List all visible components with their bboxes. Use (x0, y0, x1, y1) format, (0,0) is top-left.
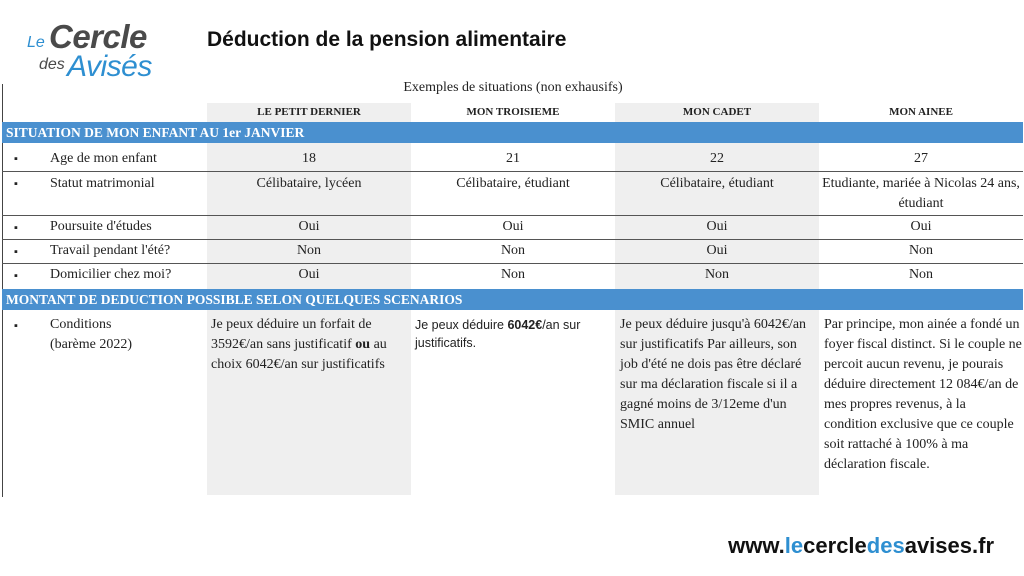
table-cell: Oui (298, 267, 320, 282)
table-cell: Non (296, 243, 322, 258)
table-cell: Oui (298, 219, 320, 234)
column-header: LE PETIT DERNIER (257, 106, 361, 118)
table-cell: Non (908, 243, 934, 258)
conditions-emphasis: ou (355, 337, 371, 352)
row-divider (2, 215, 1023, 216)
section-header: SITUATION DE MON ENFANT AU 1er JANVIER (2, 122, 1023, 143)
table-cell: 18 (302, 151, 316, 166)
logo-des: des (39, 56, 65, 73)
table-cell: Non (500, 243, 526, 258)
row-bullet: ▪ (14, 153, 18, 165)
url-cercle: cercle (803, 533, 867, 558)
row-label-age: Age de mon enfant (50, 151, 157, 166)
logo-avises: Avisés (67, 50, 152, 83)
table-cell: Oui (910, 219, 932, 234)
row-bullet: ▪ (14, 246, 18, 258)
url-avises: avises (904, 533, 972, 558)
conditions-text: au choix 6042€/an sur justificatifs (211, 337, 387, 372)
table-cell: Oui (706, 219, 728, 234)
row-divider (2, 263, 1023, 264)
column-header: MON TROISIEME (466, 106, 560, 118)
url-le: le (784, 533, 804, 558)
table-subtitle: Exemples de situations (non exhausifs) (403, 80, 623, 95)
url-www: www. (728, 533, 785, 558)
conditions-text: Je peux déduire un forfait de 3592€/an sans justificatif (211, 317, 372, 352)
url-tld: .fr (972, 533, 994, 558)
row-divider (2, 171, 1023, 172)
table-cell: 27 (914, 151, 928, 166)
conditions-cell-1 (211, 315, 410, 375)
table-cell: Célibataire, étudiant (456, 176, 570, 191)
row-label-statut: Statut matrimonial (50, 176, 155, 191)
logo-le: Le (27, 34, 45, 51)
conditions-cell-3: Je peux déduire jusqu'à 6042€/an sur justificatifs Par ailleurs, son job d'été ne dois pas être déclaré sur ma déclaration fiscale si il a gagné moins de 3/12eme d'un SMIC annuel (620, 317, 807, 432)
conditions-text: /an sur justificatifs. (415, 318, 581, 350)
table-cell: Non (908, 267, 934, 282)
table-cell: Célibataire, étudiant (660, 176, 774, 191)
table-cell: Oui (502, 219, 524, 234)
url-des: des (866, 533, 905, 558)
column-header: MON CADET (682, 106, 752, 118)
website-url[interactable] (728, 533, 994, 559)
row-label-conditions (50, 315, 132, 355)
conditions-cell-4: Par principe, mon ainée a fondé un foyer fiscal distinct. Si le couple ne percoit aucun revenu, je pourais déduire directement 12 084€/an de mes propres revenus, à la condition exclusive que ce couple soit rattaché à 100% à ma déclaration fiscale. (824, 317, 1022, 472)
row-bullet: ▪ (14, 320, 18, 332)
row-divider (2, 239, 1023, 240)
page-title: Déduction de la pension alimentaire (207, 28, 567, 51)
conditions-line-2: (barème 2022) (50, 337, 133, 352)
row-bullet: ▪ (14, 270, 18, 282)
conditions-cell-2 (415, 316, 615, 352)
column-header: MON AINEE (889, 106, 953, 118)
conditions-text: Je peux déduire (415, 318, 508, 332)
table-cell: Oui (706, 243, 728, 258)
section-header: MONTANT DE DEDUCTION POSSIBLE SELON QUELQUES SCENARIOS (2, 289, 1023, 310)
table-cell: 21 (506, 151, 520, 166)
logo-cercle: Cercle (49, 18, 147, 55)
row-label-travail: Travail pendant l'été? (50, 243, 171, 258)
row-label-etudes: Poursuite d'études (50, 219, 152, 234)
table-cell: Non (704, 267, 730, 282)
table-cell: Etudiante, mariée à Nicolas 24 ans, étudiant (822, 176, 1020, 211)
row-bullet: ▪ (14, 222, 18, 234)
row-bullet: ▪ (14, 178, 18, 190)
table-cell: 22 (710, 151, 724, 166)
logo (24, 18, 174, 84)
conditions-emphasis: 6042€ (507, 318, 543, 332)
row-label-domicile: Domicilier chez moi? (50, 267, 172, 282)
table-cell: Célibataire, lycéen (256, 176, 362, 191)
table-cell: Non (500, 267, 526, 282)
conditions-line-1: Conditions (50, 317, 112, 332)
